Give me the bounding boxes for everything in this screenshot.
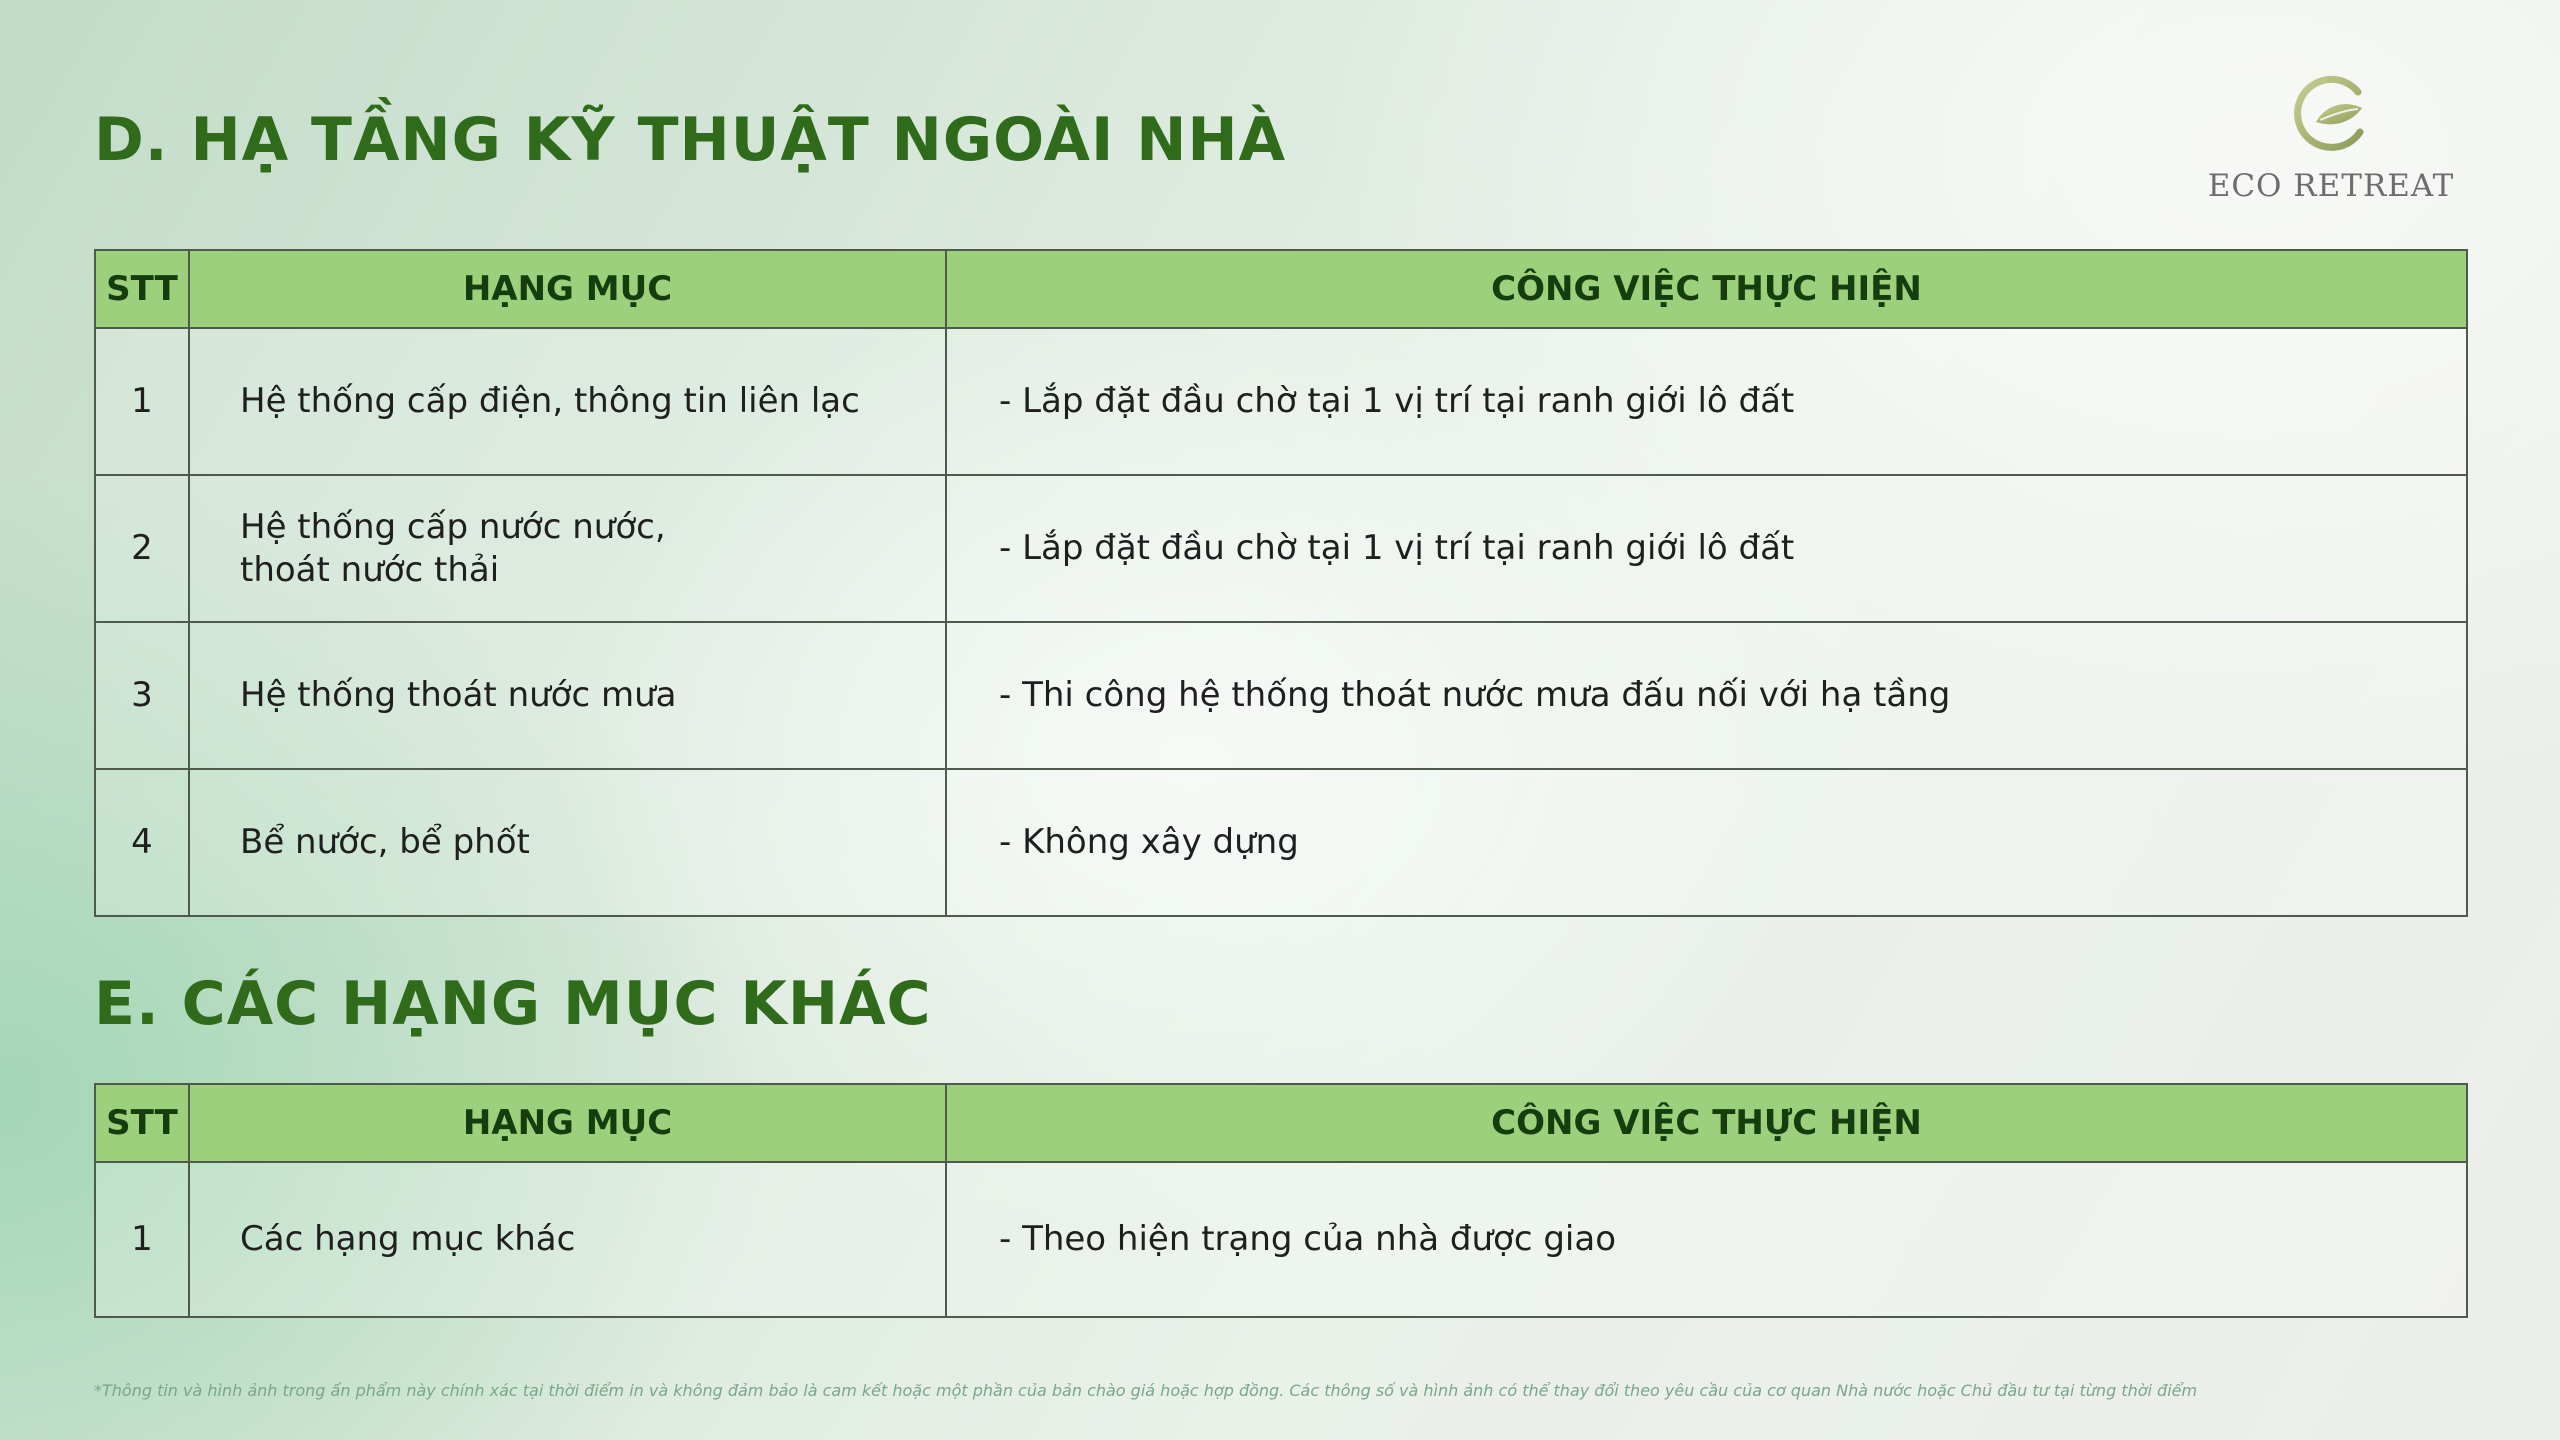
row-stt: 1 xyxy=(95,328,189,475)
row-stt: 4 xyxy=(95,769,189,916)
row-stt: 3 xyxy=(95,622,189,769)
table-header-row xyxy=(95,250,2467,328)
header-item: HẠNG MỤC xyxy=(189,1084,946,1162)
row-work: - Lắp đặt đầu chờ tại 1 vị trí tại ranh giới lô đất xyxy=(946,328,2467,475)
row-item: Các hạng mục khác xyxy=(189,1162,946,1317)
row-stt: 1 xyxy=(95,1162,189,1317)
table-header-row xyxy=(95,1084,2467,1162)
row-work: - Theo hiện trạng của nhà được giao xyxy=(946,1162,2467,1317)
row-item: Bể nước, bể phốt xyxy=(189,769,946,916)
row-work: - Không xây dựng xyxy=(946,769,2467,916)
header-stt: STT xyxy=(95,1084,189,1162)
table-row xyxy=(95,1162,2467,1317)
table-row xyxy=(95,328,2467,475)
eco-retreat-logo xyxy=(2196,70,2466,204)
row-work: - Lắp đặt đầu chờ tại 1 vị trí tại ranh giới lô đất xyxy=(946,475,2467,622)
disclaimer-footnote: *Thông tin và hình ảnh trong ấn phẩm này chính xác tại thời điểm in và không đảm bảo là cam kết hoặc một phần của bản chào giá hoặc hợp đồng. Các thông số và hình ảnh có thể thay đổi theo yêu cầu của cơ quan Nhà nước hoặc Chủ đầu tư tại từng thời điểm xyxy=(94,1381,2198,1400)
section-d-table xyxy=(94,249,2468,917)
row-stt: 2 xyxy=(95,475,189,622)
header-stt: STT xyxy=(95,250,189,328)
header-work: CÔNG VIỆC THỰC HIỆN xyxy=(946,1084,2467,1162)
table-row xyxy=(95,622,2467,769)
row-work: - Thi công hệ thống thoát nước mưa đấu nối với hạ tầng xyxy=(946,622,2467,769)
row-item: Hệ thống cấp nước nước, thoát nước thải xyxy=(189,475,946,622)
row-item: Hệ thống thoát nước mưa xyxy=(189,622,946,769)
logo-text: ECO RETREAT xyxy=(2207,168,2455,204)
row-item: Hệ thống cấp điện, thông tin liên lạc xyxy=(189,328,946,475)
leaf-ring-icon xyxy=(2286,70,2376,160)
section-e-title: E. CÁC HẠNG MỤC KHÁC xyxy=(94,969,932,1039)
section-e-table xyxy=(94,1083,2468,1318)
header-item: HẠNG MỤC xyxy=(189,250,946,328)
table-row xyxy=(95,769,2467,916)
table-row xyxy=(95,475,2467,622)
section-d-title: D. HẠ TẦNG KỸ THUẬT NGOÀI NHÀ xyxy=(94,105,1287,175)
header-work: CÔNG VIỆC THỰC HIỆN xyxy=(946,250,2467,328)
